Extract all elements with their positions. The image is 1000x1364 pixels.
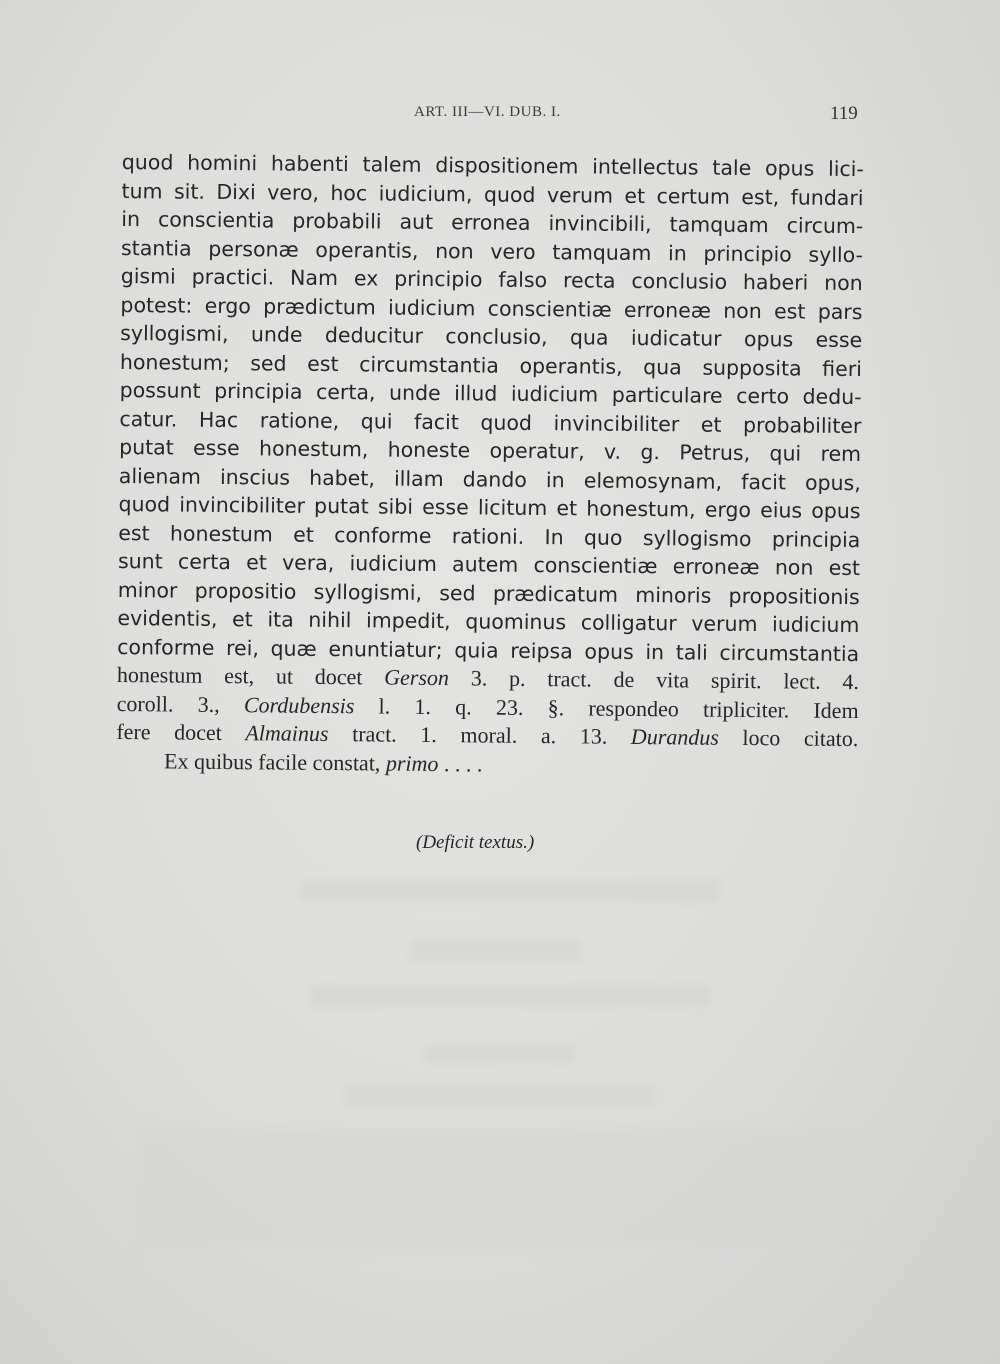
text-fragment: 3. p. tract. de vita spirit. lect. 4. (448, 665, 860, 695)
text-line: est honestum et conforme rationi. In quo syllogismo principia (118, 520, 861, 552)
text-fragment: Ex quibus facile constat, (164, 747, 387, 776)
body-text (116, 148, 864, 782)
text-fragment: coroll. 3., (116, 690, 245, 717)
deficit-note: (Deficit textus.) (416, 832, 535, 853)
text-line: evidentis, et ita nihil impedit, quominus colligatur verum iudicium (117, 605, 860, 638)
text-line: putat esse honestum, honeste operatur, v. g. Petrus, qui rem (119, 434, 862, 467)
author-name: Cordubensis (243, 691, 355, 718)
author-name: Gerson (384, 664, 450, 691)
running-head: ART. III—VI. DUB. I. (414, 104, 561, 120)
text-line: tum sit. Dixi vero, hoc iudicium, quod verum et certum est, fundari (121, 178, 864, 210)
text-line: alienam inscius habet, illam dando in elemosynam, facit opus, (118, 463, 861, 495)
show-through-shadow (410, 940, 580, 962)
show-through-shadow (310, 985, 710, 1007)
text-fragment: loco citato. (718, 724, 859, 752)
author-name: Durandus (630, 723, 720, 750)
text-line: catur. Hac ratione, qui facit quod invincibiliter et probabiliter (119, 406, 862, 438)
author-name: Almainus (245, 720, 329, 747)
text-fragment: . . . . (438, 750, 483, 776)
text-line: sunt certa et vera, iudicium autem conscientiæ erroneæ non est (117, 548, 861, 581)
show-through-shadow (425, 1045, 575, 1063)
text-fragment: honestum est, ut docet (116, 661, 385, 690)
text-fragment: fere docet (116, 718, 246, 746)
text-line: quod homini habenti talem dispositionem intellectus tale opus lici- (121, 149, 864, 182)
text-line: gismi practici. Nam ex principio falso recta conclusio haberi non (120, 263, 863, 296)
page-number: 119 (830, 103, 858, 124)
text-line: stantia personæ operantis, non vero tamquam in principio syllo- (120, 235, 864, 267)
text-line: quod invincibiliter putat sibi esse licitum et honestum, ergo eius opus (118, 491, 861, 524)
text-line: honestum; sed est circumstantia operantis, qua supposita fieri (119, 349, 863, 381)
emphasis: primo (385, 750, 439, 776)
show-through-shadow (135, 1128, 870, 1248)
text-line: minor propositio syllogismi, sed prædicatum minoris propositionis (117, 577, 860, 609)
show-through-shadow (345, 1085, 655, 1105)
text-line: potest: ergo prædictum iudicium conscientiæ erroneæ non est pars (120, 292, 863, 324)
text-line: conforme rei, quæ enuntiatur; quia reipsa opus in tali circumstantia (117, 634, 860, 666)
text-line: syllogismi, unde deducitur conclusio, qua iudicatur opus esse (120, 320, 863, 353)
text-fragment: tract. 1. moral. a. 13. (328, 721, 631, 749)
text-fragment: l. 1. q. 23. §. respondeo tripliciter. Idem (354, 692, 859, 723)
text-line: possunt principia certa, unde illud iudicium particulare certo dedu- (119, 377, 862, 410)
text-line: in conscientia probabili aut erronea invincibili, tamquam circum- (121, 206, 864, 239)
show-through-shadow (300, 880, 720, 902)
